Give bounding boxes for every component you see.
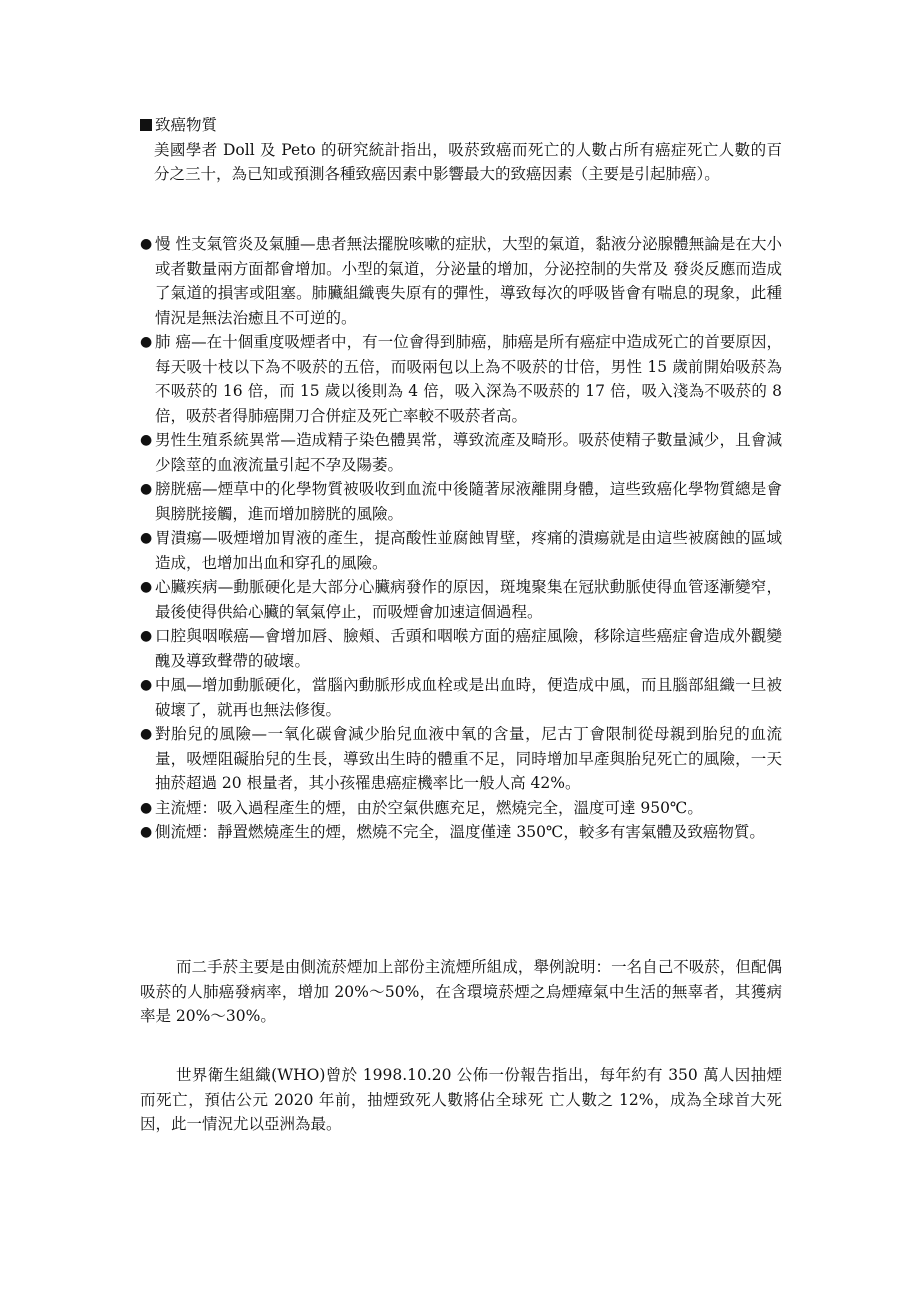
list-item-text: 主流煙：吸入過程產生的煙，由於空氣供應充足，燃燒完全，溫度可達 950℃。	[155, 798, 703, 817]
section-heading	[140, 113, 782, 138]
health-effects-list-section	[140, 232, 782, 845]
who-report-section	[140, 1063, 782, 1137]
secondhand-smoke-section	[140, 955, 782, 1029]
list-item-text: 胃潰瘍—吸煙增加胃液的產生，提高酸性並腐蝕胃壁，疼痛的潰瘍就是由這些被腐蝕的區域造成，也增加出血和穿孔的風險。	[155, 529, 782, 572]
health-effects-list	[140, 232, 782, 845]
list-item-text: 慢 性支氣管炎及氣腫—患者無法擺脫咳嗽的症狀，大型的氣道，黏液分泌腺體無論是在大小或者數量兩方面都會增加。小型的氣道，分泌量的增加，分泌控制的失常及 發炎反應而造成了氣道的損害或阻塞。肺臟組織喪失原有的彈性，導致每次的呼吸皆會有喘息的現象，此種情況是無法治癒且不可逆的。	[155, 235, 782, 327]
bullet-icon: ●	[140, 579, 153, 595]
bullet-icon: ●	[140, 530, 153, 546]
bullet-icon: ●	[140, 677, 153, 693]
list-item	[140, 796, 782, 821]
section-title: 致癌物質	[155, 116, 218, 134]
list-item	[140, 330, 782, 428]
bullet-icon: ●	[140, 628, 153, 644]
list-item	[140, 428, 782, 477]
list-item	[140, 673, 782, 722]
list-item-text: 口腔與咽喉癌—會增加唇、臉頰、舌頭和咽喉方面的癌症風險，移除這些癌症會造成外觀變醜及導致聲帶的破壞。	[155, 627, 782, 670]
list-item-text: 肺 癌—在十個重度吸煙者中，有一位會得到肺癌，肺癌是所有癌症中造成死亡的首要原因，每天吸十枝以下為不吸菸的五倍，而吸兩包以上為不吸菸的廿倍，男性 15 歲前開始吸菸為不吸菸的 16 倍，而 15 歲以後則為 4 倍，吸入深為不吸菸的 17 倍，吸入淺為不吸菸的 8 倍，吸菸者得肺癌開刀合併症及死亡率較不吸菸者高。	[155, 333, 782, 425]
bullet-icon: ●	[140, 481, 153, 497]
body-paragraph: 世界衛生組織(WHO)曾於 1998.10.20 公佈一份報告指出，每年約有 350 萬人因抽煙而死亡，預估公元 2020 年前，抽煙致死人數將佔全球死 亡人數之 12%，成為全球首大死因，此一情況尤以亞洲為最。	[140, 1066, 782, 1133]
list-item	[140, 624, 782, 673]
list-item-text: 男性生殖系統異常—造成精子染色體異常，導致流產及畸形。吸菸使精子數量減少，且會減少陰莖的血液流量引起不孕及陽萎。	[155, 431, 782, 474]
list-item	[140, 575, 782, 624]
intro-paragraph: 美國學者 Doll 及 Peto 的研究統計指出，吸菸致癌而死亡的人數占所有癌症死亡人數的百分之三十，為已知或預測各種致癌因素中影響最大的致癌因素（主要是引起肺癌）。	[154, 140, 782, 183]
square-bullet-icon	[140, 119, 152, 131]
list-item	[140, 722, 782, 796]
list-item	[140, 820, 782, 845]
list-item-text: 膀胱癌—煙草中的化學物質被吸收到血流中後隨著尿液離開身體，這些致癌化學物質總是會與膀胱接觸，進而增加膀胱的風險。	[155, 480, 782, 523]
list-item	[140, 477, 782, 526]
carcinogen-section	[140, 113, 782, 187]
list-item-text: 心臟疾病—動脈硬化是大部分心臟病發作的原因，斑塊聚集在冠狀動脈使得血管逐漸變窄，最後使得供給心臟的氧氣停止，而吸煙會加速這個過程。	[155, 578, 782, 621]
list-item	[140, 526, 782, 575]
list-item-text: 側流煙：靜置燃燒產生的煙，燃燒不完全，溫度僅達 350℃，較多有害氣體及致癌物質。	[155, 823, 765, 841]
list-item-text: 中風—增加動脈硬化，當腦內動脈形成血栓或是出血時，便造成中風，而且腦部組織一旦被破壞了，就再也無法修復。	[155, 676, 782, 719]
list-item	[140, 232, 782, 330]
body-paragraph: 而二手菸主要是由側流菸煙加上部份主流煙所組成，舉例說明：一名自己不吸菸，但配偶吸菸的人肺癌發病率，增加 20%～50%，在含環境菸煙之烏煙瘴氣中生活的無辜者，其獲病率是 20%～30%。	[140, 958, 782, 1025]
bullet-icon: ●	[140, 334, 153, 350]
bullet-icon: ●	[140, 799, 153, 816]
bullet-icon: ●	[140, 236, 153, 252]
bullet-icon: ●	[140, 432, 153, 448]
list-item-text: 對胎兒的風險—一氧化碳會減少胎兒血液中氧的含量，尼古丁會限制從母親到胎兒的血流量，吸煙阻礙胎兒的生長，導致出生時的體重不足，同時增加早產與胎兒死亡的風險，一天抽菸超過 20 根量者，其小孩罹患癌症機率比一般人高 42%。	[155, 725, 782, 792]
bullet-icon: ●	[140, 824, 153, 840]
bullet-icon: ●	[140, 726, 153, 742]
